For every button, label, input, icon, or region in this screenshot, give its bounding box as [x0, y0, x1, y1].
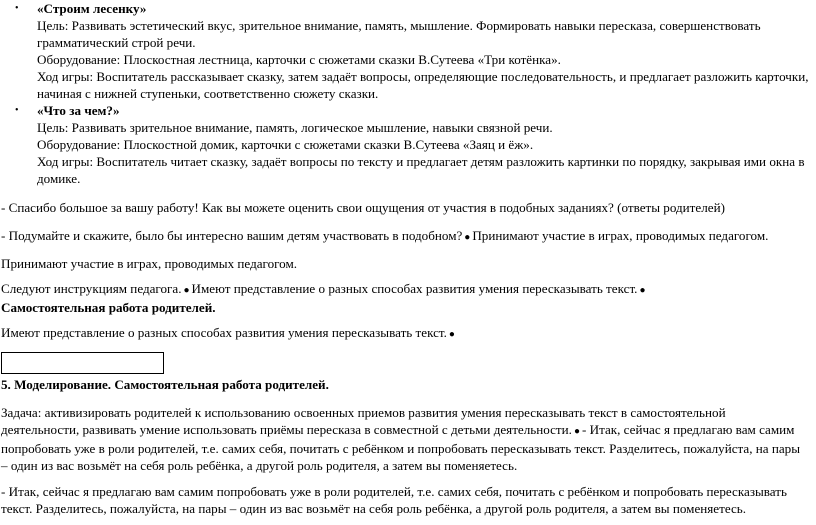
bullet-dot-icon: ●: [183, 285, 190, 296]
document-page: [0, 0, 816, 187]
game-equipment: Оборудование: Плоскостная лестница, карточки с сюжетами сказки В.Сутеева «Три котёнка».: [37, 52, 561, 67]
bullet-dot-icon: ●: [573, 426, 580, 437]
result-text: Принимают участие в играх, проводимых педагогом.: [472, 228, 769, 243]
game-goal: Цель: Развивать эстетический вкус, зрительное внимание, память, мышление. Формировать навыки пересказа, совершенствовать грамматический строй речи.: [37, 18, 761, 50]
text-input-box[interactable]: [1, 352, 164, 374]
instruction-paragraph: - Итак, сейчас я предлагаю вам самим попробовать уже в роли родителей, т.е. самих себя, почитать с ребёнком и попробовать пересказывать текст. Разделитесь, пожалуйста, на пары – один из вас возьмёт на себя роль ребёнка, а другой роль родителя, а затем вы поменяетесь.: [1, 484, 787, 516]
question-paragraph: [0, 227, 808, 246]
game-goal: Цель: Развивать зрительное внимание, память, логическое мышление, навыки связной речи.: [37, 120, 553, 135]
task-text: Задача: активизировать родителей к использованию освоенных приемов развития умения пересказывать текст в самостоятельной деятельности, развивать умение использовать приёмы пересказа в совместной с детьми деятельности.: [1, 405, 726, 437]
result-text: Следуют инструкциям педагога.: [1, 281, 182, 296]
result-paragraph: [0, 280, 808, 316]
input-box-wrapper: [0, 352, 164, 374]
result-paragraph: Принимают участие в играх, проводимых педагогом.: [1, 256, 298, 271]
question-text: - Подумайте и скажите, было бы интересно вашим детям участвовать в подобном?: [1, 228, 463, 243]
thanks-paragraph: - Спасибо большое за вашу работу! Как вы можете оценить свои ощущения от участия в подобных заданиях? (ответы родителей): [1, 200, 725, 215]
game-title: «Что за чем?»: [37, 103, 120, 118]
game-course: Ход игры: Воспитатель читает сказку, задаёт вопросы по тексту и предлагает детям разложить картинки по порядку, закрывая ими окна в домике.: [37, 154, 805, 186]
list-item: [0, 0, 816, 102]
bullet-icon: •: [15, 105, 19, 116]
bullet-dot-icon: ●: [448, 329, 455, 340]
result-text: Имеют представление о разных способах развития умения пересказывать текст.: [1, 325, 447, 340]
bullet-dot-icon: ●: [639, 285, 646, 296]
games-list: [0, 0, 816, 187]
section-heading: Самостоятельная работа родителей.: [1, 300, 216, 315]
section-5-heading: 5. Моделирование. Самостоятельная работа родителей.: [1, 377, 329, 392]
game-equipment: Оборудование: Плоскостной домик, карточки с сюжетами сказки В.Сутеева «Заяц и ёж».: [37, 137, 534, 152]
bullet-icon: •: [15, 3, 19, 14]
bullet-dot-icon: ●: [464, 232, 471, 243]
game-course: Ход игры: Воспитатель рассказывает сказку, затем задаёт вопросы, определяющие последовательность, и предлагает разложить карточки, начиная с нижней ступеньки, соответственно сюжету сказки.: [37, 69, 809, 101]
task-paragraph: [0, 404, 806, 474]
game-title: «Строим лесенку»: [37, 1, 147, 16]
result-paragraph: [0, 324, 808, 343]
list-item: [0, 102, 816, 187]
instruction-text: - Итак, сейчас я предлагаю вам самим попробовать уже в роли родителей, т.е. самих себя, почитать с ребёнком и попробовать пересказывать текст. Разделитесь, пожалуйста, на пары – один из вас возьмёт на себя роль ребёнка, а другой роль родителя, а затем вы поменяетесь.: [1, 422, 801, 473]
result-text: Имеют представление о разных способах развития умения пересказывать текст.: [191, 281, 638, 296]
